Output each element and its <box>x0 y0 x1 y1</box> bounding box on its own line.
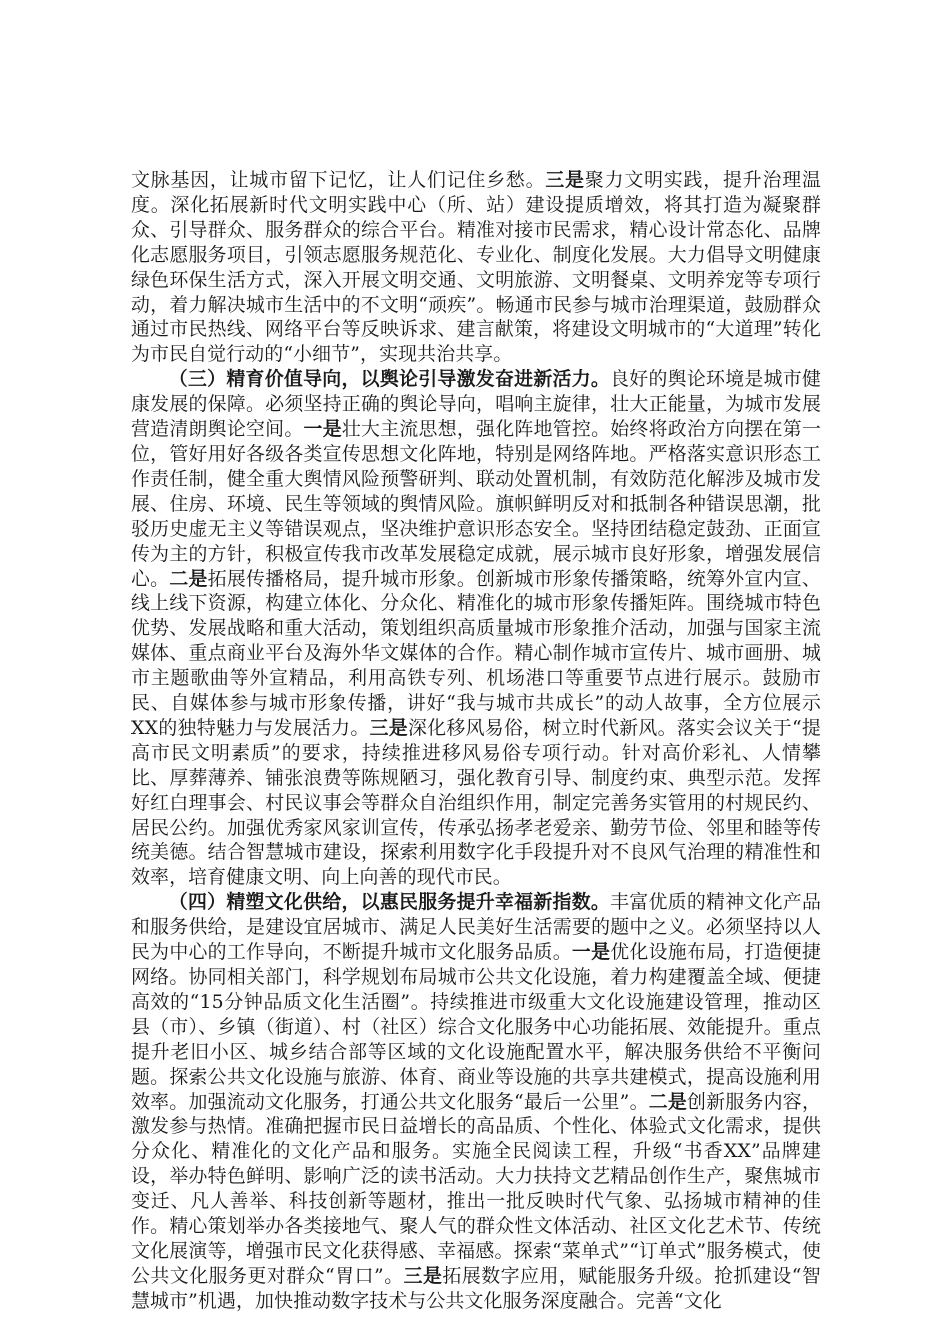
paragraph <box>131 168 821 367</box>
bold-text-run: 二是 <box>648 1090 688 1113</box>
bold-text-run: 三是 <box>369 716 408 739</box>
text-run: 聚力文明实践，提升治理温度。深化拓展新时代文明实践中心（所、站）建设提质增效，将其打造为凝聚群众、引导群众、服务群众的综合平台。精准对接市民需求，精心设计常态化、品牌化志愿服务项目，引领志愿服务规范化、专业化、制度化发展。大力倡导文明健康绿色环保生活方式，深入开展文明交通、文明旅游、文明餐桌、文明养宠等专项行动，着力解决城市生活中的不文明“顽疾”。畅通市民参与城市治理渠道，鼓励群众通过市民热线、网络平台等反映诉求、建言献策，将建设文明城市的“大道理”转化为市民自觉行动的“小细节”，实现共治共享。 <box>131 169 821 366</box>
text-run: 拓展数字应用，赋能服务升级。抢抓建设“智慧城市”机遇，加快推动数字技术与公共文化服务深度融合。完善“文化 <box>131 1264 821 1312</box>
bold-text-run: 三是 <box>545 169 585 191</box>
paragraph <box>131 890 821 1313</box>
text-run: 壮大主流思想，强化阵地管控。始终将政治方向摆在第一位，管好用好各级各类宣传思想文化阵地，特别是网络阵地。严格落实意识形态工作责任制，健全重大舆情风险预警研判、联动处置机制，有效防范化解涉及城市发展、住房、环境、民生等领域的舆情风险。旗帜鲜明反对和抵制各种错误思潮，批驳历史虚无主义等错误观点，坚决维护意识形态安全。坚持团结稳定鼓劲、正面宣传为主的方针，积极宣传我市改革发展稳定成就，展示城市良好形象，增强发展信心。 <box>131 418 821 590</box>
bold-text-run: 一是 <box>571 941 611 964</box>
text-run: 良好的舆论环境是城市健康发展的保障。必须坚持正确的舆论导向，唱响主旋律，壮大正能量，为城市发展营造清朗舆论空间。 <box>131 368 821 441</box>
text-run: 创新服务内容，激发参与热情。准确把握市民日益增长的高品质、个性化、体验式文化需求，提供分众化、精准化的文化产品和服务。实施全民阅读工程，升级“书香XX”品牌建设，举办特色鲜明、影响广泛的读书活动。大力扶持文艺精品创作生产，聚焦城市变迁、凡人善举、科技创新等题材，推出一批反映时代气象、弘扬城市精神的佳作。精心策划举办各类接地气、聚人气的群众性文体活动、社区文化艺术节、传统文化展演等，增强市民文化获得感、幸福感。探索“菜单式”“订单式”服务模式，使公共文化服务更对群众“胃口”。 <box>131 1090 821 1287</box>
bold-text-run: 二是 <box>169 567 208 590</box>
paragraph <box>131 367 821 890</box>
bold-text-run: （四）精塑文化供给，以惠民服务提升幸福新指数。 <box>168 891 611 914</box>
bold-text-run: 一是 <box>303 418 342 441</box>
document-body <box>131 168 821 1314</box>
text-run: 优化设施布局，打造便捷网络。协同相关部门，科学规划布局城市公共文化设施，着力构建覆盖全域、便捷高效的“15分钟品质文化生活圈”。持续推进市级重大文化设施建设管理，推动区县（市）、乡镇（街道）、村（社区）综合文化服务中心功能拓展、效能提升。重点提升老旧小区、城乡结合部等区域的文化设施配置水平，解决服务供给不平衡问题。探索公共文化设施与旅游、体育、商业等设施的共享共建模式，提高设施利用效率。加强流动文化服务，打通公共文化服务“最后一公里”。 <box>131 941 821 1113</box>
text-run: 深化移风易俗，树立时代新风。落实会议关于“提高市民文明素质”的要求，持续推进移风易俗专项行动。针对高价彩礼、人情攀比、厚葬薄养、铺张浪费等陈规陋习，强化教育引导、制度约束、典型示范。发挥好红白理事会、村民议事会等群众自治组织作用，制定完善务实管用的村规民约、居民公约。加强优秀家风家训宣传，传承弘扬孝老爱亲、勤劳节俭、邻里和睦等传统美德。结合智慧城市建设，探索利用数字化手段提升对不良风气治理的精准性和效率，培育健康文明、向上向善的现代市民。 <box>131 716 821 889</box>
text-run: 丰富优质的精神文化产品和服务供给，是建设宜居城市、满足人民美好生活需要的题中之义。必须坚持以人民为中心的工作导向，不断提升城市文化服务品质。 <box>131 891 821 964</box>
text-run: 文脉基因，让城市留下记忆，让人们记住乡愁。 <box>131 169 546 191</box>
text-run: 拓展传播格局，提升城市形象。创新城市形象传播策略，统筹外宣内宣、线上线下资源，构建立体化、分众化、精准化的城市形象传播矩阵。围绕城市特色优势、发展战略和重大活动，策划组织高质量城市形象推介活动，加强与国家主流媒体、重点商业平台及海外华文媒体的合作。精心制作城市宣传片、城市画册、城市主题歌曲等外宣精品，利用高铁专列、机场港口等重要节点进行展示。鼓励市民、自媒体参与城市形象传播，讲好“我与城市共成长”的动人故事，全方位展示XX的独特魅力与发展活力。 <box>131 567 821 739</box>
bold-text-run: （三）精育价值导向，以舆论引导激发奋进新活力。 <box>168 368 611 391</box>
bold-text-run: 三是 <box>403 1264 443 1287</box>
